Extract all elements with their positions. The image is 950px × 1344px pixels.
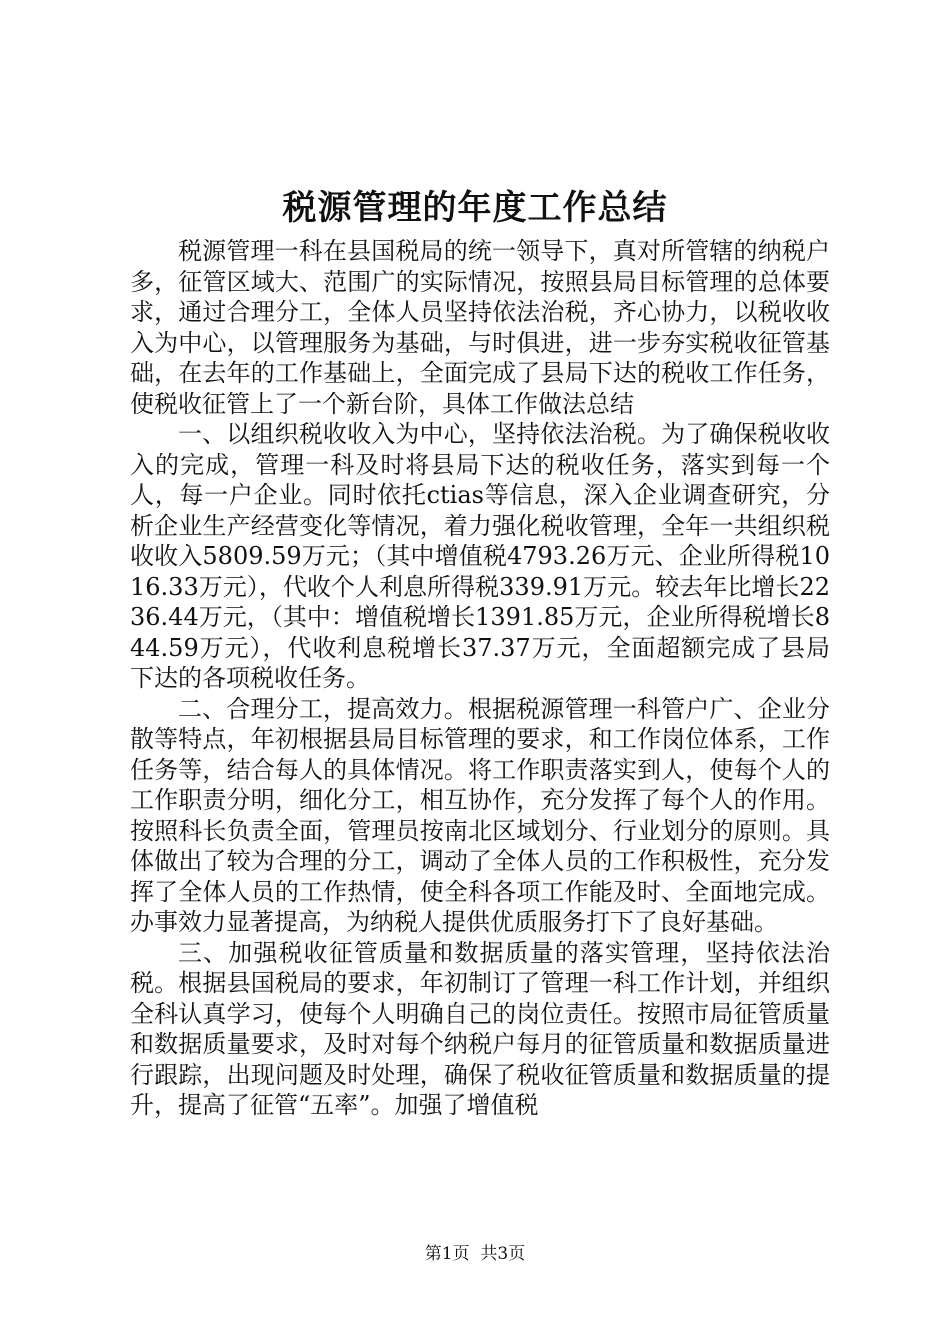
paragraph-section-2: 二、合理分工，提高效力。根据税源管理一科管户广、企业分散等特点，年初根据县局目标管理的要求，和工作岗位体系，工作任务等，结合每人的具体情况。将工作职责落实到人，使每个人的工作职责分明，细化分工，相互协作，充分发挥了每个人的作用。按照科长负责全面，管理员按南北区域划分、行业划分的原则。具体做出了较为合理的分工，调动了全体人员的工作积极性，充分发挥了全体人员的工作热情，使全科各项工作能及时、全面地完成。办事效力显著提高，为纳税人提供优质服务打下了良好基础。	[130, 694, 830, 936]
page-number: 第1页	[424, 1244, 470, 1264]
document-body	[130, 236, 830, 1121]
document-title: 税源管理的年度工作总结	[282, 188, 668, 228]
paragraph-section-3: 三、加强税收征管质量和数据质量的落实管理，坚持依法治税。根据县国税局的要求，年初制订了管理一科工作计划，并组织全科认真学习，使每个人明确自己的岗位责任。按照市局征管质量和数据质量要求，及时对每个纳税户每月的征管质量和数据质量进行跟踪，出现问题及时处理，确保了税收征管质量和数据质量的提升，提高了征管“五率”。加强了增值税	[130, 938, 830, 1119]
page-footer	[0, 1242, 950, 1266]
page-total: 共3页	[480, 1244, 526, 1264]
paragraph-section-1: 一、以组织税收收入为中心，坚持依法治税。为了确保税收收入的完成，管理一科及时将县局下达的税收任务，落实到每一个人，每一户企业。同时依托ctias等信息，深入企业调查研究，分析企业生产经营变化等情况，着力强化税收管理，全年一共组织税收收入5809.59万元；（其中增值税4793.26万元、企业所得税1016.33万元），代收个人利息所得税339.91万元。较去年比增长2236.44万元，（其中：增值税增长1391.85万元，企业所得税增长844.59万元），代收利息税增长37.37万元，全面超额完成了县局下达的各项税收任务。	[130, 420, 830, 692]
paragraph-intro: 税源管理一科在县国税局的统一领导下，真对所管辖的纳税户多，征管区域大、范围广的实际情况，按照县局目标管理的总体要求，通过合理分工，全体人员坚持依法治税，齐心协力，以税收收入为中心，以管理服务为基础，与时俱进，进一步夯实税收征管基础，在去年的工作基础上，全面完成了县局下达的税收工作任务，使税收征管上了一个新台阶，具体工作做法总结	[130, 237, 830, 418]
